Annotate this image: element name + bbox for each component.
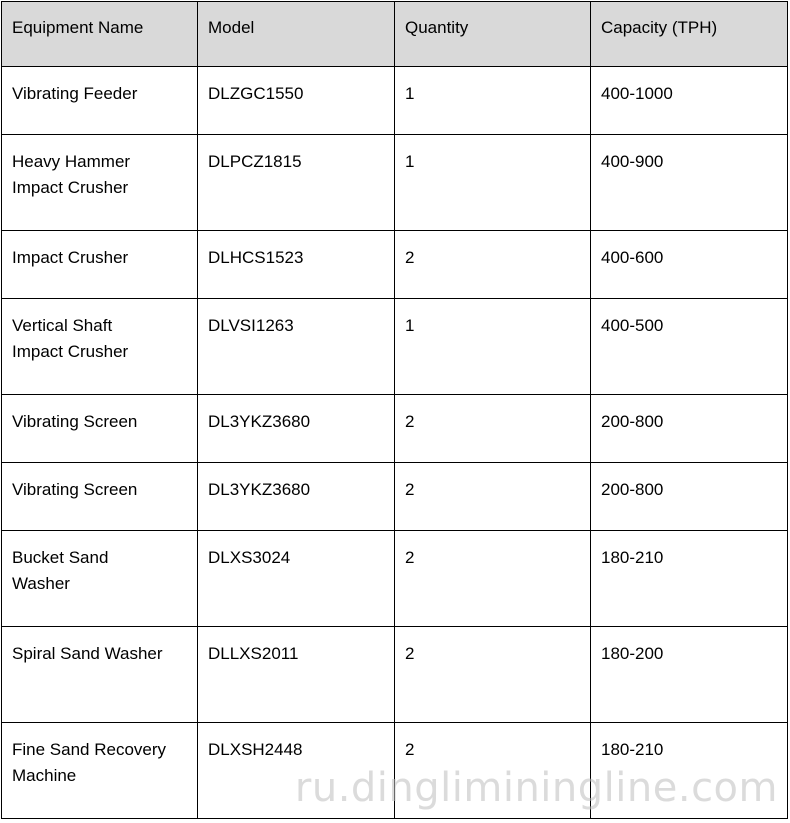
cell-capacity: 180-200 — [591, 627, 788, 723]
cell-model: DLPCZ1815 — [198, 135, 395, 231]
equipment-table — [1, 1, 788, 819]
cell-quantity: 2 — [395, 531, 591, 627]
cell-equipment-name: Vibrating Screen — [2, 395, 198, 463]
cell-model: DLXS3024 — [198, 531, 395, 627]
table-row — [2, 135, 788, 231]
table-row — [2, 67, 788, 135]
cell-capacity: 180-210 — [591, 531, 788, 627]
cell-quantity: 2 — [395, 463, 591, 531]
cell-equipment-name: Heavy Hammer Impact Crusher — [2, 135, 198, 231]
cell-model: DL3YKZ3680 — [198, 463, 395, 531]
table-row — [2, 627, 788, 723]
header-quantity: Quantity — [395, 2, 591, 67]
cell-quantity: 1 — [395, 135, 591, 231]
cell-model: DLZGC1550 — [198, 67, 395, 135]
cell-capacity: 400-500 — [591, 299, 788, 395]
cell-equipment-name: Impact Crusher — [2, 231, 198, 299]
watermark: ru.dingliminingline.com — [294, 765, 778, 811]
cell-model: DL3YKZ3680 — [198, 395, 395, 463]
cell-capacity: 400-900 — [591, 135, 788, 231]
table-row — [2, 299, 788, 395]
cell-capacity: 180-210 — [591, 723, 788, 819]
cell-model: DLVSI1263 — [198, 299, 395, 395]
cell-equipment-name: Spiral Sand Washer — [2, 627, 198, 723]
cell-equipment-name: Vertical Shaft Impact Crusher — [2, 299, 198, 395]
cell-quantity: 2 — [395, 231, 591, 299]
cell-capacity: 200-800 — [591, 395, 788, 463]
cell-equipment-name: Vibrating Screen — [2, 463, 198, 531]
header-capacity: Capacity (TPH) — [591, 2, 788, 67]
table-row — [2, 723, 788, 819]
cell-equipment-name: Bucket Sand Washer — [2, 531, 198, 627]
header-equipment-name: Equipment Name — [2, 2, 198, 67]
cell-quantity: 2 — [395, 627, 591, 723]
table-row — [2, 463, 788, 531]
table-row — [2, 231, 788, 299]
cell-quantity: 2 — [395, 395, 591, 463]
table-row — [2, 531, 788, 627]
cell-model: DLHCS1523 — [198, 231, 395, 299]
cell-capacity: 400-600 — [591, 231, 788, 299]
cell-equipment-name: Fine Sand Recovery Machine — [2, 723, 198, 819]
table-header-row — [2, 2, 788, 67]
table-row — [2, 395, 788, 463]
cell-capacity: 200-800 — [591, 463, 788, 531]
cell-quantity: 1 — [395, 67, 591, 135]
cell-capacity: 400-1000 — [591, 67, 788, 135]
cell-quantity: 2 — [395, 723, 591, 819]
cell-model: DLLXS2011 — [198, 627, 395, 723]
cell-model: DLXSH2448 — [198, 723, 395, 819]
header-model: Model — [198, 2, 395, 67]
cell-quantity: 1 — [395, 299, 591, 395]
cell-equipment-name: Vibrating Feeder — [2, 67, 198, 135]
